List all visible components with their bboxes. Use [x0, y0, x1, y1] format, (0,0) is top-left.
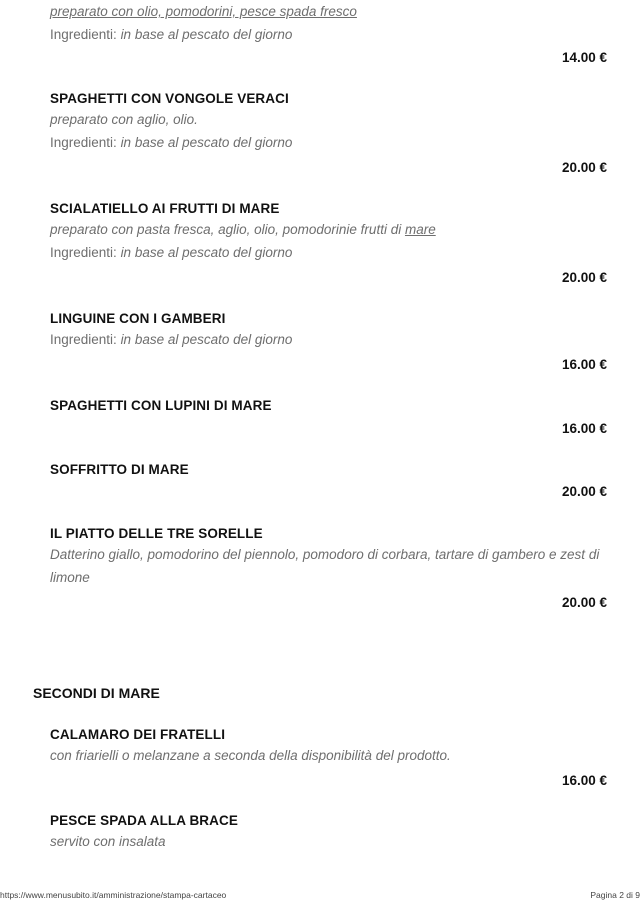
menu-item: [50, 310, 608, 351]
menu-item: [50, 0, 608, 46]
item-ingredients: [50, 241, 608, 264]
item-price: 20.00 €: [561, 484, 607, 499]
print-footer-page-number: Pagina 2 di 9: [590, 890, 640, 900]
item-name: SPAGHETTI CON LUPINI DI MARE: [50, 398, 272, 413]
item-price: 20.00 €: [561, 595, 607, 610]
item-name: SOFFRITTO DI MARE: [50, 462, 189, 477]
item-name: SPAGHETTI CON VONGOLE VERACI: [50, 91, 289, 106]
item-name: LINGUINE CON I GAMBERI: [50, 311, 226, 326]
item-price: 16.00 €: [561, 357, 607, 372]
item-name: IL PIATTO DELLE TRE SORELLE: [50, 526, 263, 541]
item-name: CALAMARO DEI FRATELLI: [50, 727, 226, 742]
item-name: PESCE SPADA ALLA BRACE: [50, 813, 238, 828]
menu-item: [50, 461, 608, 479]
section-title: SECONDI DI MARE: [33, 685, 160, 701]
item-description-text: preparato con olio, pomodorini, pesce spada fresco: [50, 4, 357, 19]
item-description-link[interactable]: mare: [404, 222, 436, 237]
item-description: Datterino giallo, pomodorino del piennolo, pomodoro di corbara, tartare di gambero e zest di limone: [50, 547, 600, 585]
ingredients-label: Ingredienti:: [50, 332, 117, 347]
item-description: preparato con aglio, olio.: [50, 112, 198, 127]
ingredients-label: Ingredienti:: [50, 27, 117, 42]
ingredients-value: in base al pescato del giorno: [120, 245, 293, 260]
item-price: 14.00 €: [561, 50, 607, 65]
item-ingredients: [50, 23, 608, 46]
item-description: [50, 218, 608, 241]
item-price: 20.00 €: [561, 270, 607, 285]
menu-item: [50, 726, 608, 767]
item-description: servito con insalata: [50, 834, 166, 849]
ingredients-value: in base al pescato del giorno: [120, 332, 293, 347]
menu-item: [50, 200, 608, 264]
item-ingredients: [50, 328, 608, 351]
item-name: SCIALATIELLO AI FRUTTI DI MARE: [50, 201, 280, 216]
menu-item: [50, 525, 608, 589]
item-price: 20.00 €: [561, 160, 607, 175]
ingredients-label: Ingredienti:: [50, 135, 117, 150]
item-price: 16.00 €: [561, 773, 607, 788]
menu-item: [50, 397, 608, 415]
item-description: con friarielli o melanzane a seconda della disponibilità del prodotto.: [50, 748, 451, 763]
ingredients-value: in base al pescato del giorno: [120, 135, 293, 150]
print-footer-url: https://www.menusubito.it/amministrazione/stampa-cartaceo: [0, 890, 227, 900]
item-description-text: preparato con pasta fresca, aglio, olio, pomodorinie frutti di: [50, 222, 405, 237]
item-price: 16.00 €: [561, 421, 607, 436]
item-description: [50, 0, 608, 23]
menu-item: [50, 90, 608, 154]
ingredients-label: Ingredienti:: [50, 245, 117, 260]
item-ingredients: [50, 131, 608, 154]
menu-item: [50, 812, 608, 853]
ingredients-value: in base al pescato del giorno: [120, 27, 293, 42]
